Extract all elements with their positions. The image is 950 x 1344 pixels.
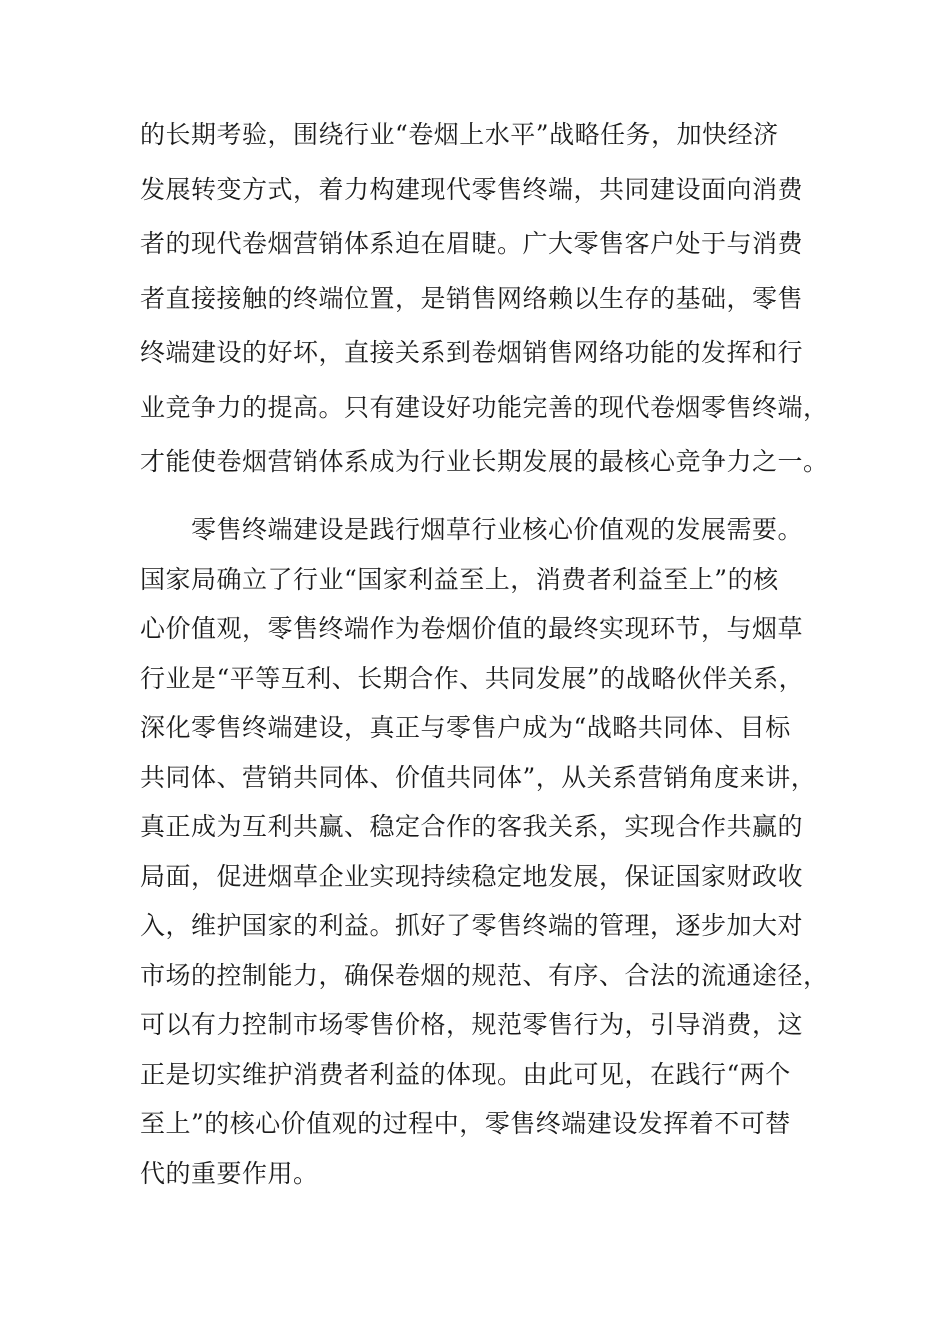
text-line: 国家局确立了行业“国家利益至上，消费者利益至上”的核	[140, 564, 779, 594]
text-line: 正是切实维护消费者利益的体现。由此可见，在践行“两个	[140, 1059, 791, 1089]
text-line: 才能使卷烟营销体系成为行业长期发展的最核心竞争力之一。	[140, 447, 829, 476]
text-line: 的长期考验，围绕行业“卷烟上水平”战略任务，加快经济	[140, 120, 779, 149]
text-line: 至上”的核心价值观的过程中，零售终端建设发挥着不可替	[140, 1109, 791, 1138]
text-line: 深化零售终端建设，真正与零售户成为“战略共同体、目标	[140, 713, 791, 742]
text-line: 行业是“平等互利、长期合作、共同发展”的战略伙伴关系，	[140, 663, 805, 693]
text-line: 零售终端建设是践行烟草行业核心价值观的发展需要。	[140, 515, 804, 544]
text-line: 发展转变方式，着力构建现代零售终端，共同建设面向消费	[140, 174, 804, 204]
text-line: 终端建设的好坏，直接关系到卷烟销售网络功能的发挥和行	[140, 338, 804, 367]
text-line: 局面，促进烟草企业实现持续稳定地发展，保证国家财政收	[140, 861, 804, 891]
text-line: 业竞争力的提高。只有建设好功能完善的现代卷烟零售终端，	[140, 392, 829, 422]
paragraph-1	[140, 118, 840, 500]
text-line: 心价值观，零售终端作为卷烟价值的最终实现环节，与烟草	[140, 614, 804, 643]
text-line: 真正成为互利共赢、稳定合作的客我关系，实现合作共赢的	[140, 812, 804, 841]
text-line: 者的现代卷烟营销体系迫在眉睫。广大零售客户处于与消费	[140, 229, 804, 258]
text-line: 可以有力控制市场零售价格，规范零售行为，引导消费，这	[140, 1010, 804, 1039]
text-line: 共同体、营销共同体、价值共同体”，从关系营销角度来讲，	[140, 762, 817, 792]
paragraph-2	[140, 513, 840, 1206]
text-line: 市场的控制能力，确保卷烟的规范、有序、合法的流通途径，	[140, 960, 829, 990]
text-line: 入，维护国家的利益。抓好了零售终端的管理，逐步加大对	[140, 911, 804, 940]
text-line: 代的重要作用。	[140, 1158, 319, 1188]
text-line: 者直接接触的终端位置，是销售网络赖以生存的基础，零售	[140, 283, 804, 313]
